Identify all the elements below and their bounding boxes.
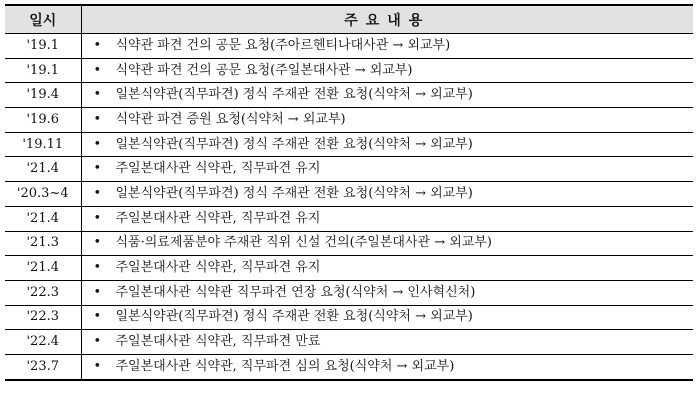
bullet-icon: • xyxy=(93,235,102,251)
row-content xyxy=(81,132,693,157)
row-date: '23.7 xyxy=(5,354,81,379)
row-date: '19.1 xyxy=(5,58,81,83)
header-date: 일시 xyxy=(5,5,81,34)
row-date: '21.4 xyxy=(5,206,81,231)
table-row xyxy=(5,256,693,281)
bullet-icon: • xyxy=(93,136,102,152)
table-row xyxy=(5,182,693,207)
row-date: '22.3 xyxy=(5,305,81,330)
bullet-icon: • xyxy=(93,334,102,350)
row-text: 일본식약관(직무파견) 정식 주재관 전환 요청(식약처 → 외교부) xyxy=(115,136,473,152)
row-text: 일본식약관(직무파견) 정식 주재관 전환 요청(식약처 → 외교부) xyxy=(115,185,473,201)
row-date: '22.4 xyxy=(5,330,81,355)
row-content xyxy=(81,182,693,207)
row-content xyxy=(81,305,693,330)
row-text: 식약관 파견 건의 공문 요청(주일본대사관 → 외교부) xyxy=(115,62,413,78)
row-text: 주일본대사관 식약관, 직무파견 만료 xyxy=(115,334,321,350)
table-row xyxy=(5,354,693,379)
table-row xyxy=(5,231,693,256)
row-date: '19.11 xyxy=(5,132,81,157)
row-date: '20.3~4 xyxy=(5,182,81,207)
row-content xyxy=(81,330,693,355)
bullet-icon: • xyxy=(93,260,102,276)
table-row xyxy=(5,330,693,355)
timeline-table xyxy=(5,4,693,381)
row-date: '22.3 xyxy=(5,280,81,305)
table-row xyxy=(5,58,693,83)
bullet-icon: • xyxy=(93,37,102,53)
row-text: 식약관 파견 건의 공문 요청(주아르헨티나대사관 → 외교부) xyxy=(115,37,451,53)
row-text: 주일본대사관 식약관, 직무파견 유지 xyxy=(115,260,321,276)
bullet-icon: • xyxy=(93,62,102,78)
table-header-row xyxy=(5,5,693,34)
row-text: 주일본대사관 식약관 직무파견 연장 요청(식약처 → 인사혁신처) xyxy=(115,284,476,300)
bullet-icon: • xyxy=(93,358,102,374)
row-content xyxy=(81,34,693,59)
row-text: 주일본대사관 식약관, 직무파견 유지 xyxy=(115,210,321,226)
row-content xyxy=(81,157,693,182)
row-text: 일본식약관(직무파견) 정식 주재관 전환 요청(식약처 → 외교부) xyxy=(115,87,473,103)
table-row xyxy=(5,83,693,108)
row-date: '21.4 xyxy=(5,256,81,281)
bullet-icon: • xyxy=(93,111,102,127)
row-content xyxy=(81,83,693,108)
row-text: 식약관 파견 증원 요청(식약처 → 외교부) xyxy=(115,111,346,127)
table-row xyxy=(5,157,693,182)
bullet-icon: • xyxy=(93,309,102,325)
row-content xyxy=(81,58,693,83)
row-date: '19.1 xyxy=(5,34,81,59)
table-body xyxy=(5,34,693,380)
header-content: 주요내용 xyxy=(81,5,693,34)
row-content xyxy=(81,280,693,305)
bullet-icon: • xyxy=(93,210,102,226)
row-text: 일본식약관(직무파견) 정식 주재관 전환 요청(식약처 → 외교부) xyxy=(115,309,473,325)
table-row xyxy=(5,132,693,157)
row-content xyxy=(81,354,693,379)
row-date: '19.4 xyxy=(5,83,81,108)
table-row xyxy=(5,206,693,231)
bullet-icon: • xyxy=(93,284,102,300)
table-row xyxy=(5,305,693,330)
table-row xyxy=(5,280,693,305)
row-date: '19.6 xyxy=(5,108,81,133)
row-text: 식품·의료제품분야 주재관 직위 신설 건의(주일본대사관 → 외교부) xyxy=(115,235,492,251)
bullet-icon: • xyxy=(93,161,102,177)
bullet-icon: • xyxy=(93,87,102,103)
row-content xyxy=(81,206,693,231)
row-content xyxy=(81,256,693,281)
row-date: '21.3 xyxy=(5,231,81,256)
table-row xyxy=(5,108,693,133)
document-body xyxy=(5,4,693,381)
row-content xyxy=(81,108,693,133)
row-date: '21.4 xyxy=(5,157,81,182)
table-row xyxy=(5,34,693,59)
row-text: 주일본대사관 식약관, 직무파견 유지 xyxy=(115,161,321,177)
row-text: 주일본대사관 식약관, 직무파견 심의 요청(식약처 → 외교부) xyxy=(115,358,455,374)
bullet-icon: • xyxy=(93,185,102,201)
row-content xyxy=(81,231,693,256)
